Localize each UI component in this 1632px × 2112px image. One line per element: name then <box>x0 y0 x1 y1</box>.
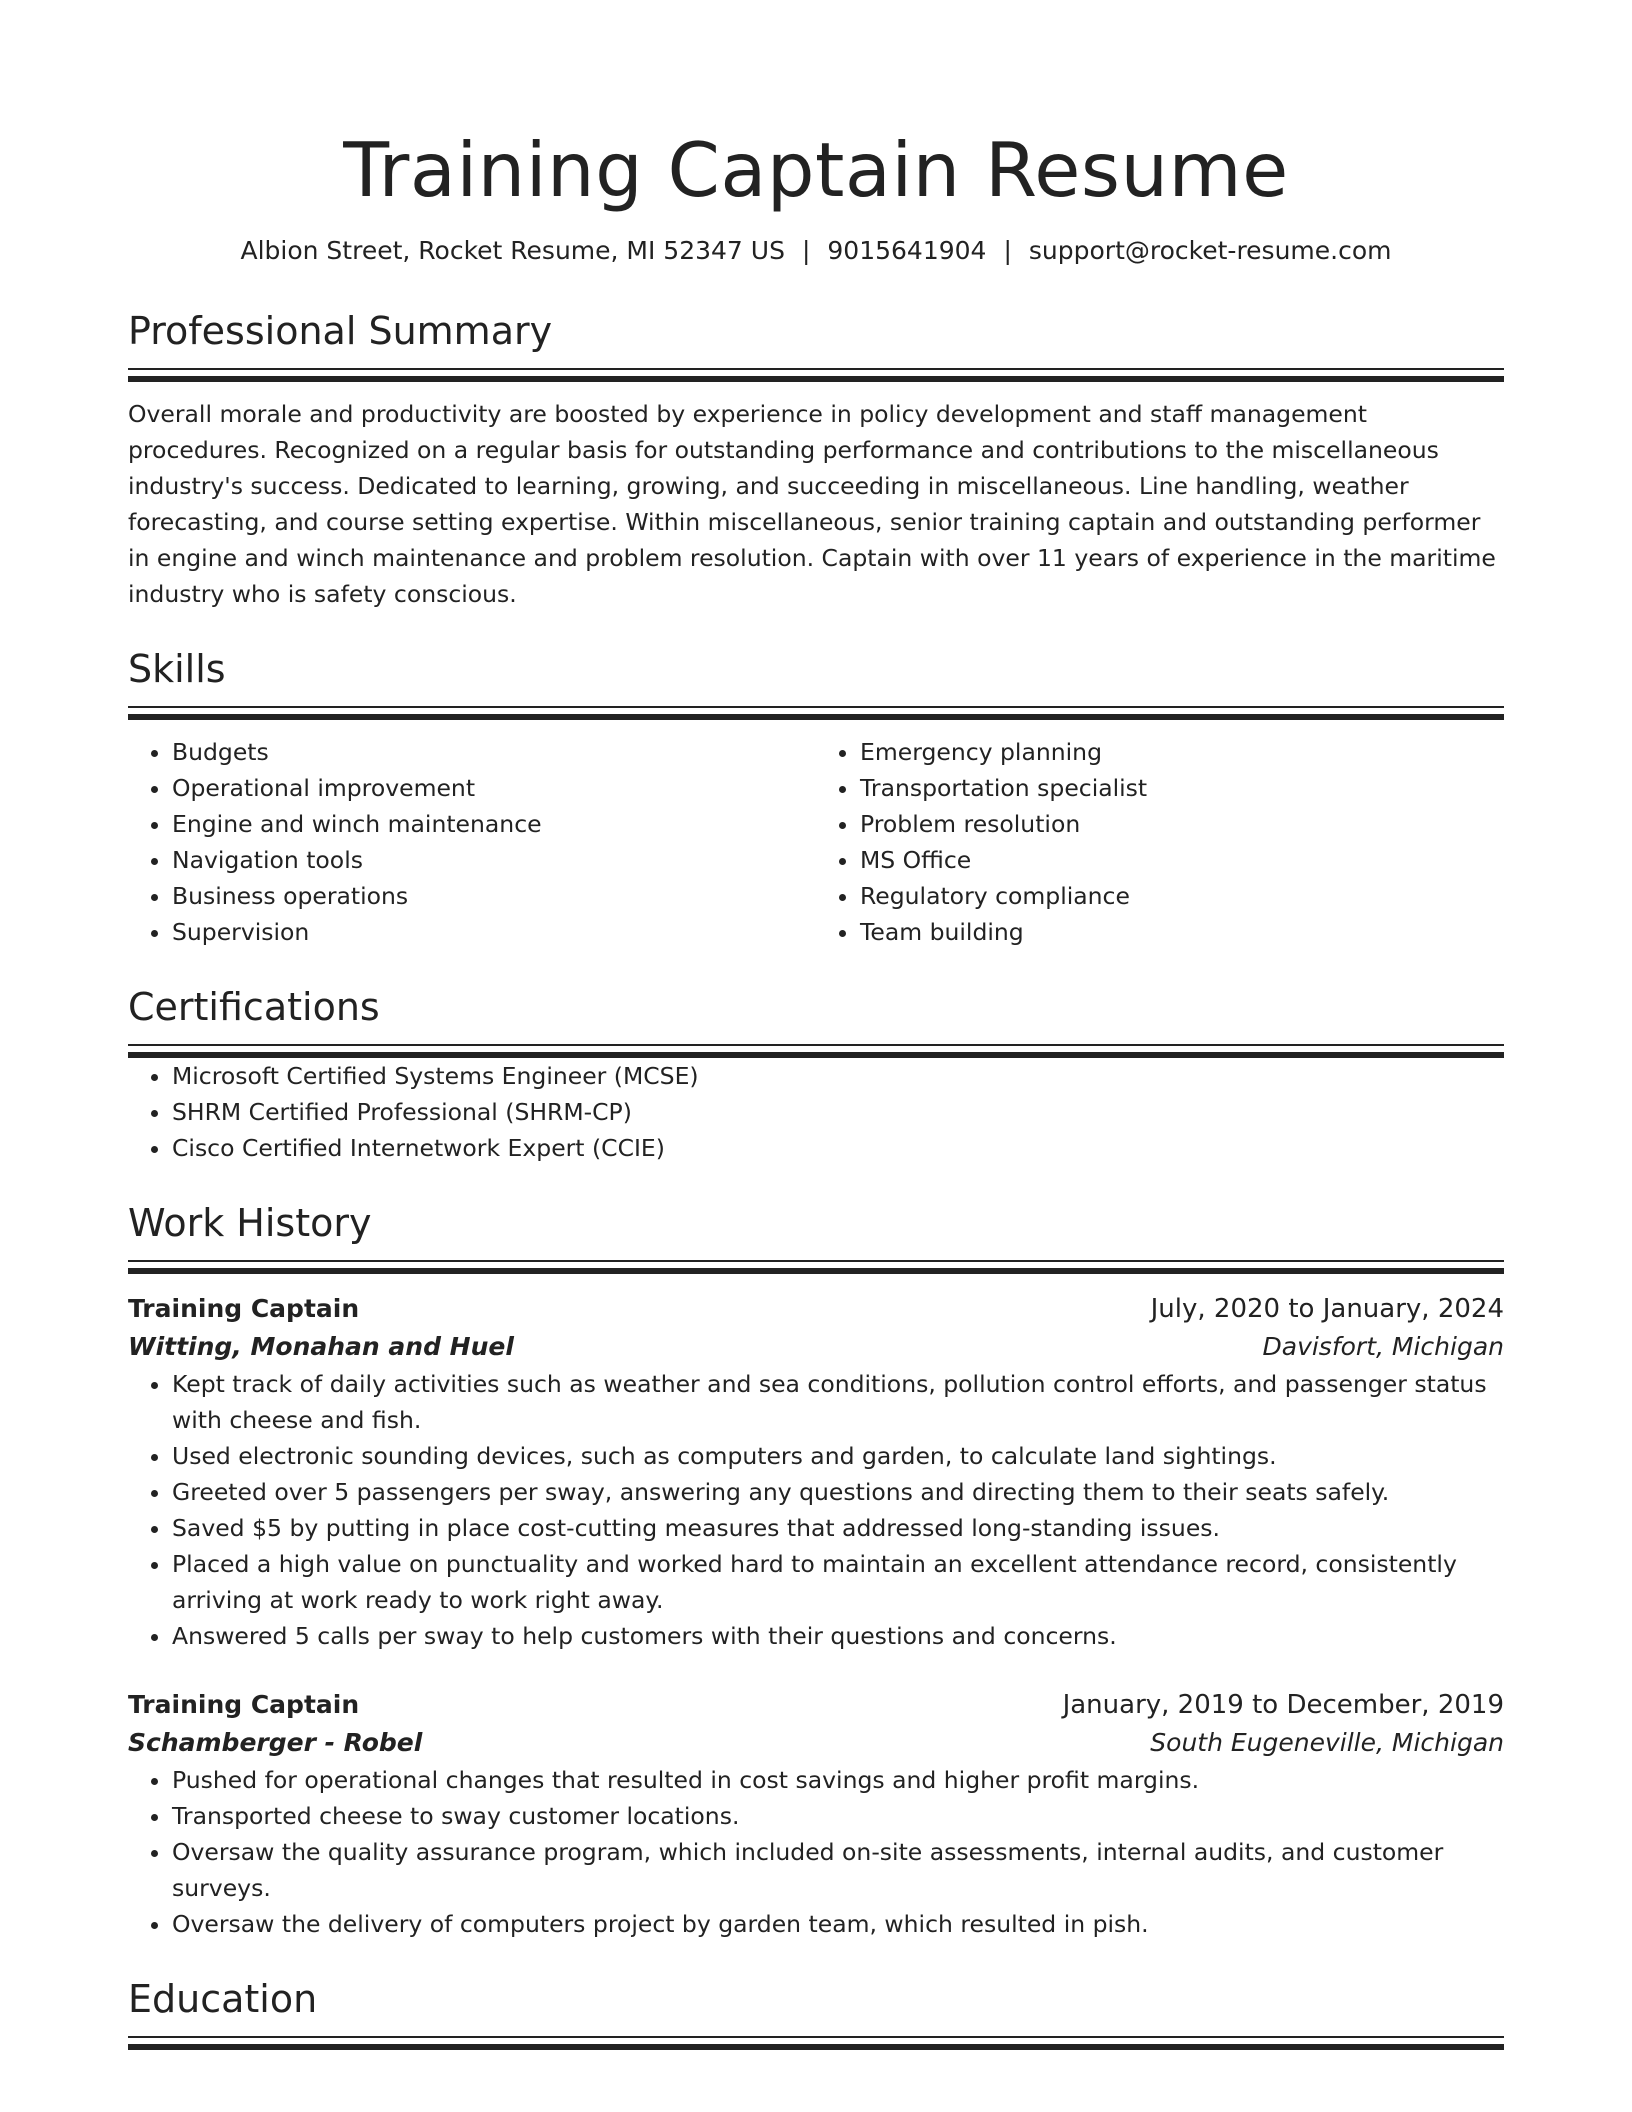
resume-title: Training Captain Resume <box>343 126 1289 214</box>
contact-separator: | <box>801 236 811 265</box>
certifications-list <box>128 1058 1504 1166</box>
skill-item: • Team building <box>860 914 1504 950</box>
certifications-section <box>128 984 1504 1166</box>
job-bullet: • Saved $5 by putting in place cost-cutting measures that addressed long-standing issues. <box>172 1510 1504 1546</box>
skill-item: • Problem resolution <box>860 806 1504 842</box>
job-bullet: • Kept track of daily activities such as weather and sea conditions, pollution control efforts, and passenger status with cheese and fish. <box>172 1366 1504 1438</box>
job-dates: January, 2019 to December, 2019 <box>1062 1690 1504 1720</box>
skill-item: • Supervision <box>172 914 816 950</box>
skill-item: • Transportation specialist <box>860 770 1504 806</box>
skill-item: • Budgets <box>172 734 816 770</box>
resume-page <box>128 0 1504 2050</box>
section-heading: Professional Summary <box>128 309 553 353</box>
divider <box>128 1268 1504 1274</box>
skills-columns <box>128 734 1504 950</box>
contact-address: Albion Street, Rocket Resume, MI 52347 US <box>240 236 785 265</box>
certification-item: • SHRM Certified Professional (SHRM-CP) <box>172 1094 1504 1130</box>
job-header-row <box>128 1686 1504 1724</box>
job-entry <box>128 1686 1504 1942</box>
certification-item: • Cisco Certified Internetwork Expert (CCIE) <box>172 1130 1504 1166</box>
job-header-row <box>128 1290 1504 1328</box>
education-section <box>128 1976 1504 2050</box>
certification-item: • Microsoft Certified Systems Engineer (MCSE) <box>172 1058 1504 1094</box>
job-title: Training Captain <box>128 1294 360 1323</box>
divider <box>128 1260 1504 1262</box>
section-heading: Skills <box>128 647 226 691</box>
job-bullet: • Oversaw the quality assurance program, which included on-site assessments, internal audits, and customer surveys. <box>172 1834 1504 1906</box>
skill-item: • Engine and winch maintenance <box>172 806 816 842</box>
job-company-row <box>128 1724 1504 1762</box>
job-bullet: • Pushed for operational changes that resulted in cost savings and higher profit margins. <box>172 1762 1504 1798</box>
skill-item: • Regulatory compliance <box>860 878 1504 914</box>
job-location: Davisfort, Michigan <box>1262 1332 1504 1361</box>
skill-item: • Business operations <box>172 878 816 914</box>
divider <box>128 376 1504 382</box>
contact-phone: 9015641904 <box>827 236 987 265</box>
job-bullet: • Greeted over 5 passengers per sway, answering any questions and directing them to their seats safely. <box>172 1474 1504 1510</box>
job-company: Schamberger - Robel <box>128 1728 423 1757</box>
skill-item: • Navigation tools <box>172 842 816 878</box>
skill-item: • Emergency planning <box>860 734 1504 770</box>
divider <box>128 2036 1504 2038</box>
job-bullet: • Transported cheese to sway customer locations. <box>172 1798 1504 1834</box>
work-history-section <box>128 1200 1504 1942</box>
contact-separator: | <box>1003 236 1012 265</box>
job-bullet: • Oversaw the delivery of computers project by garden team, which resulted in pish. <box>172 1906 1504 1942</box>
skills-section <box>128 646 1504 950</box>
summary-text: Overall morale and productivity are boosted by experience in policy development and staff management procedures. Recognized on a regular basis for outstanding performance and contributions to the miscellaneous industry's success. Dedicated to learning, growing, and succeeding in miscellaneous. Line handling, weather forecasting, and course setting expertise. Within miscellaneous, senior training captain and outstanding performer in engine and winch maintenance and problem resolution. Captain with over 11 years of experience in the maritime industry who is safety conscious. <box>128 400 1496 608</box>
section-heading: Work History <box>128 1201 372 1245</box>
job-bullets <box>128 1762 1504 1942</box>
contact-line <box>128 234 1504 268</box>
job-bullet: • Placed a high value on punctuality and worked hard to maintain an excellent attendance record, consistently arriving at work ready to work right away. <box>172 1546 1504 1618</box>
job-bullet: • Answered 5 calls per sway to help customers with their questions and concerns. <box>172 1618 1504 1654</box>
divider <box>128 1044 1504 1046</box>
divider <box>128 714 1504 720</box>
section-heading: Certifications <box>128 985 380 1029</box>
skills-column-left <box>128 734 816 950</box>
job-company-row <box>128 1328 1504 1366</box>
contact-email[interactable]: support@rocket-resume.com <box>1028 236 1392 265</box>
skill-item: • Operational improvement <box>172 770 816 806</box>
job-location: South Eugeneville, Michigan <box>1150 1728 1504 1757</box>
divider <box>128 2044 1504 2050</box>
skill-item: • MS Office <box>860 842 1504 878</box>
job-bullets <box>128 1366 1504 1654</box>
divider <box>128 368 1504 370</box>
job-dates: July, 2020 to January, 2024 <box>1150 1294 1504 1324</box>
job-title: Training Captain <box>128 1690 360 1719</box>
job-bullet: • Used electronic sounding devices, such as computers and garden, to calculate land sightings. <box>172 1438 1504 1474</box>
skills-column-right <box>816 734 1504 950</box>
divider <box>128 706 1504 708</box>
job-company: Witting, Monahan and Huel <box>128 1332 514 1361</box>
section-heading: Education <box>128 1977 318 2021</box>
summary-section <box>128 308 1504 612</box>
job-entry <box>128 1290 1504 1654</box>
